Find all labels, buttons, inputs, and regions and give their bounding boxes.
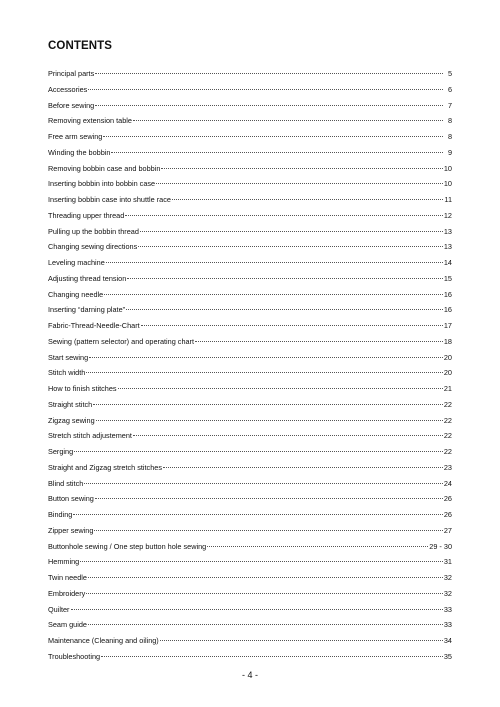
toc-entry-page: 16 bbox=[443, 305, 452, 315]
toc-entry bbox=[48, 302, 452, 318]
toc-entry-label: Binding bbox=[48, 510, 73, 519]
toc-entry-page: 8 bbox=[447, 116, 452, 126]
dot-leader bbox=[103, 136, 443, 137]
dot-leader bbox=[74, 451, 443, 452]
dot-leader bbox=[86, 372, 443, 373]
dot-leader bbox=[133, 435, 443, 436]
toc-entry-page: 22 bbox=[443, 415, 452, 425]
dot-leader bbox=[140, 231, 443, 232]
toc-entry bbox=[48, 239, 452, 255]
dot-leader bbox=[104, 294, 443, 295]
dot-leader bbox=[163, 467, 443, 468]
toc-entry-label: Straight stitch bbox=[48, 399, 93, 409]
toc-entry-label: Stretch stitch adjustement bbox=[48, 431, 132, 441]
toc-entry bbox=[48, 224, 452, 240]
page-title: CONTENTS bbox=[48, 40, 113, 52]
toc-entry-label: Serging bbox=[48, 447, 74, 456]
toc-entry bbox=[48, 82, 452, 98]
toc-entry bbox=[48, 145, 452, 161]
toc-entry bbox=[48, 507, 452, 523]
toc-entry-page: 22 bbox=[443, 431, 452, 441]
dot-leader bbox=[125, 215, 443, 216]
toc-entry bbox=[48, 491, 452, 507]
toc-entry-label: Button sewing bbox=[48, 494, 94, 504]
toc-entry-page: 20 bbox=[443, 352, 452, 362]
toc-entry bbox=[48, 586, 452, 602]
toc-entry bbox=[48, 365, 452, 381]
toc-entry-page: 9 bbox=[447, 147, 452, 157]
toc-entry-label: Straight and Zigzag stretch stitches bbox=[48, 462, 162, 472]
toc-entry bbox=[48, 539, 452, 555]
toc-entry bbox=[48, 161, 452, 177]
toc-entry-page: 16 bbox=[443, 289, 452, 299]
toc-entry bbox=[48, 460, 452, 476]
toc-entry-label: Inserting bobbin into bobbin case bbox=[48, 179, 156, 189]
toc-entry-label: Before sewing bbox=[48, 100, 95, 110]
toc-entry-label: Buttonhole sewing / One step button hole sewing bbox=[48, 541, 207, 551]
toc-entry-label: Stitch width bbox=[48, 368, 86, 378]
toc-entry-label: Hemming bbox=[48, 557, 80, 567]
toc-entry-page: 6 bbox=[447, 84, 452, 94]
table-of-contents bbox=[48, 66, 452, 665]
toc-entry-page: 32 bbox=[443, 588, 452, 598]
toc-entry bbox=[48, 113, 452, 129]
toc-entry-page: 15 bbox=[443, 273, 452, 283]
toc-entry-label: Start sewing bbox=[48, 352, 89, 362]
toc-entry bbox=[48, 381, 452, 397]
toc-entry-page: 10 bbox=[443, 179, 452, 189]
toc-entry bbox=[48, 649, 452, 665]
dot-leader bbox=[86, 593, 443, 594]
toc-entry-label: Sewing (pattern selector) and operating chart bbox=[48, 336, 195, 346]
dot-leader bbox=[172, 199, 443, 200]
toc-entry-page: 18 bbox=[443, 336, 452, 346]
toc-entry-label: Seam guide bbox=[48, 620, 87, 630]
dot-leader bbox=[96, 420, 443, 421]
dot-leader bbox=[71, 609, 443, 610]
toc-entry-page: 17 bbox=[443, 321, 452, 330]
toc-entry-label: Adjusting thread tension bbox=[48, 273, 127, 283]
dot-leader bbox=[118, 388, 443, 389]
toc-entry-page: 14 bbox=[443, 258, 452, 267]
toc-entry bbox=[48, 602, 452, 618]
toc-entry-label: Pulling up the bobbin thread bbox=[48, 226, 139, 236]
toc-entry-label: Inserting bobbin case into shuttle race bbox=[48, 195, 171, 204]
toc-entry-page: 10 bbox=[443, 163, 452, 173]
toc-entry-label: Free arm sewing bbox=[48, 132, 103, 141]
dot-leader bbox=[161, 168, 443, 169]
dot-leader bbox=[126, 309, 443, 310]
toc-entry-page: 24 bbox=[443, 478, 452, 488]
toc-entry-page: 13 bbox=[443, 242, 452, 252]
toc-entry-label: Inserting “darning plate” bbox=[48, 305, 126, 315]
dot-leader bbox=[95, 73, 443, 74]
toc-entry bbox=[48, 413, 452, 429]
dot-leader bbox=[207, 546, 428, 547]
toc-entry-page: 7 bbox=[447, 100, 452, 110]
toc-entry-page: 33 bbox=[443, 604, 452, 614]
dot-leader bbox=[88, 577, 443, 578]
toc-entry-page: 11 bbox=[444, 195, 452, 204]
toc-entry bbox=[48, 617, 452, 633]
toc-entry-label: Quilter bbox=[48, 604, 70, 614]
toc-entry-label: Removing bobbin case and bobbin bbox=[48, 163, 161, 173]
dot-leader bbox=[141, 325, 443, 326]
toc-entry-label: Leveling machine bbox=[48, 258, 105, 267]
toc-entry bbox=[48, 271, 452, 287]
toc-entry-page: 22 bbox=[443, 447, 452, 456]
dot-leader bbox=[127, 278, 443, 279]
toc-entry-page: 29 - 30 bbox=[429, 541, 452, 551]
toc-entry-label: Zigzag sewing bbox=[48, 415, 95, 425]
toc-entry bbox=[48, 570, 452, 586]
dot-leader bbox=[88, 624, 443, 625]
toc-entry-page: 31 bbox=[443, 557, 452, 567]
dot-leader bbox=[95, 105, 443, 106]
toc-entry-label: Changing needle bbox=[48, 289, 104, 299]
toc-entry-label: Zipper sewing bbox=[48, 525, 94, 535]
dot-leader bbox=[95, 498, 443, 499]
dot-leader bbox=[84, 483, 443, 484]
toc-entry bbox=[48, 633, 452, 649]
toc-entry-page: 5 bbox=[447, 69, 452, 78]
toc-entry bbox=[48, 350, 452, 366]
toc-entry-label: Threading upper thread bbox=[48, 210, 125, 220]
dot-leader bbox=[156, 183, 443, 184]
toc-entry-page: 34 bbox=[443, 636, 452, 645]
dot-leader bbox=[195, 341, 443, 342]
toc-entry-label: Winding the bobbin bbox=[48, 147, 111, 157]
toc-entry-page: 21 bbox=[443, 384, 452, 393]
toc-entry bbox=[48, 176, 452, 192]
dot-leader bbox=[94, 530, 442, 531]
toc-entry-label: Accessories bbox=[48, 84, 88, 94]
dot-leader bbox=[111, 152, 443, 153]
dot-leader bbox=[73, 514, 443, 515]
toc-entry-label: Removing extension table bbox=[48, 116, 132, 126]
toc-entry bbox=[48, 318, 452, 334]
toc-entry-page: 13 bbox=[443, 226, 452, 236]
toc-entry-page: 35 bbox=[443, 651, 452, 661]
toc-entry-page: 22 bbox=[443, 399, 452, 409]
toc-entry bbox=[48, 334, 452, 350]
dot-leader bbox=[138, 246, 443, 247]
toc-entry-label: Principal parts bbox=[48, 69, 95, 78]
toc-entry-page: 33 bbox=[443, 620, 452, 630]
toc-entry bbox=[48, 523, 452, 539]
toc-entry-page: 12 bbox=[443, 210, 452, 220]
dot-leader bbox=[88, 89, 443, 90]
toc-entry-label: How to finish stitches bbox=[48, 384, 117, 393]
toc-entry bbox=[48, 476, 452, 492]
toc-entry bbox=[48, 66, 452, 82]
dot-leader bbox=[89, 357, 443, 358]
toc-entry-page: 20 bbox=[443, 368, 452, 378]
dot-leader bbox=[80, 561, 443, 562]
toc-entry bbox=[48, 98, 452, 114]
toc-entry bbox=[48, 287, 452, 303]
toc-entry bbox=[48, 255, 452, 271]
dot-leader bbox=[93, 404, 443, 405]
toc-entry-page: 26 bbox=[443, 510, 452, 519]
toc-entry-label: Blind stitch bbox=[48, 478, 84, 488]
toc-entry bbox=[48, 192, 452, 208]
toc-entry-page: 32 bbox=[443, 573, 452, 582]
toc-entry-page: 27 bbox=[443, 525, 452, 535]
toc-entry-label: Twin needle bbox=[48, 573, 87, 582]
toc-entry bbox=[48, 554, 452, 570]
toc-entry-page: 26 bbox=[443, 494, 452, 504]
toc-entry-label: Embroidery bbox=[48, 588, 86, 598]
dot-leader bbox=[160, 640, 443, 641]
toc-entry-label: Fabric-Thread-Needle-Chart bbox=[48, 321, 140, 330]
toc-entry bbox=[48, 444, 452, 460]
toc-entry bbox=[48, 208, 452, 224]
toc-entry bbox=[48, 129, 452, 145]
toc-entry-label: Changing sewing directions bbox=[48, 242, 138, 252]
toc-entry-label: Maintenance (Cleaning and oiling) bbox=[48, 636, 159, 645]
dot-leader bbox=[133, 120, 443, 121]
toc-entry-page: 8 bbox=[447, 132, 452, 141]
toc-entry-page: 23 bbox=[443, 462, 452, 472]
page-number: - 4 - bbox=[241, 670, 258, 680]
toc-entry bbox=[48, 397, 452, 413]
toc-entry-label: Troubleshooting bbox=[48, 651, 101, 661]
dot-leader bbox=[106, 262, 443, 263]
toc-entry bbox=[48, 428, 452, 444]
dot-leader bbox=[101, 656, 443, 657]
